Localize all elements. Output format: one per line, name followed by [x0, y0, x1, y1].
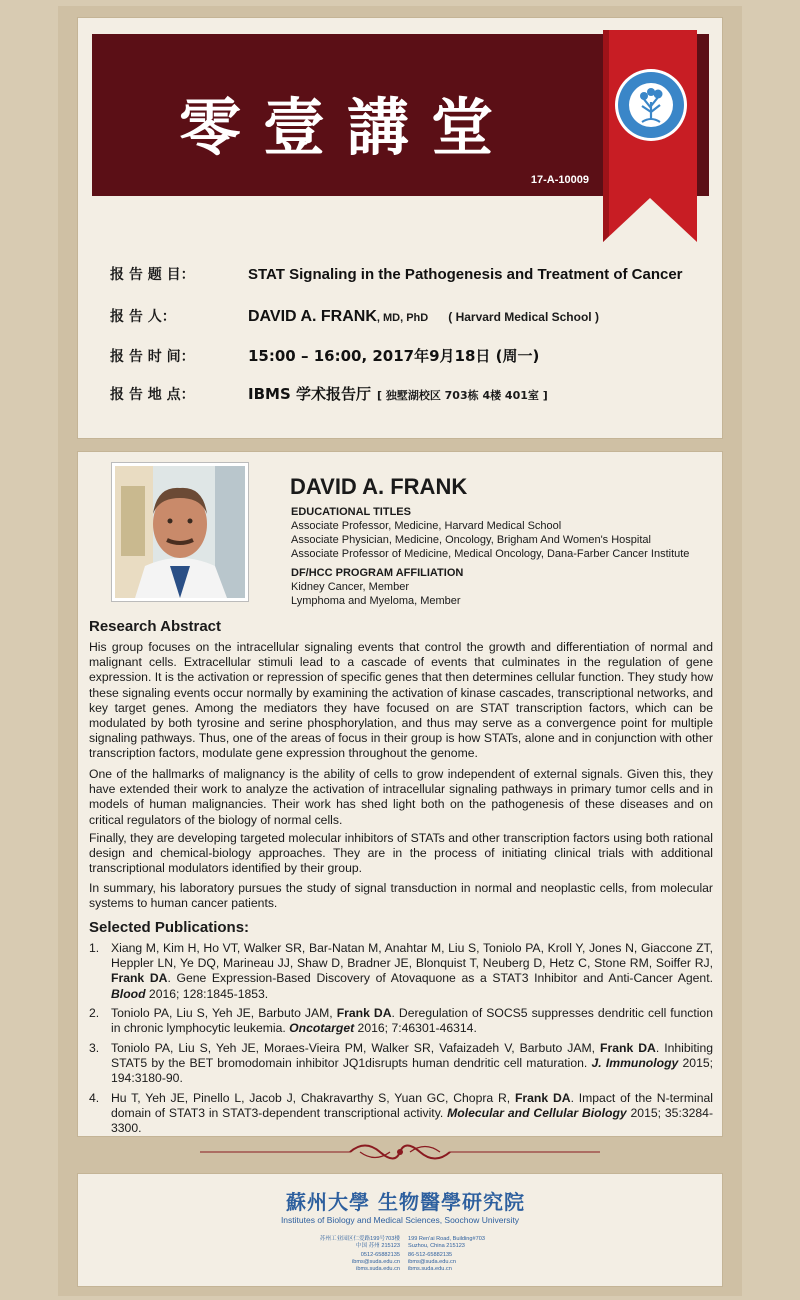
time-row	[110, 345, 710, 366]
institute-subtitle: Institutes of Biology and Medical Sciences, Soochow University	[280, 1215, 520, 1225]
edu-line: Associate Professor, Medicine, Harvard Medical School	[291, 520, 562, 532]
speaker-photo	[112, 463, 248, 601]
publication-item	[89, 1006, 713, 1036]
banner-title: 零壹講堂	[178, 91, 515, 164]
speaker-degree: , MD, PhD	[376, 312, 429, 324]
ornament-divider	[200, 1137, 600, 1167]
edu-line: Associate Physician, Medicine, Oncology, Brigham And Women's Hospital	[291, 534, 651, 546]
speaker-label: 报 告 人：	[110, 309, 176, 325]
lecture-code: 17-A-10009	[530, 174, 589, 186]
program-line: Lymphoma and Myeloma, Member	[291, 595, 461, 607]
publications-title: Selected Publications:	[89, 919, 250, 936]
publication-text: Xiang M, Kim H, Ho VT, Walker SR, Bar-Natan M, Anahtar M, Liu S, Toniolo PA, Kroll Y, Jones N, Giaccone ZT, Heppler LN, Ye DQ, Marineau JJ, Shaw D, Bradner JE, Blonquist T, Neuberg D, Hetz C, Stone RM, Soiffer RJ, Frank DA. Gene Expression-Based Discovery of Atovaquone as a STAT3 Inhibitor and Anti-Cancer Agent. Blood 2016; 128:1845-1853.	[111, 941, 713, 1001]
speaker-name: DAVID A. FRANK	[290, 474, 468, 499]
contact-en: 86-512-65882135 ibms@suda.edu.cn ibms.suda.edu.cn	[408, 1252, 456, 1272]
institute-seal-icon	[614, 68, 688, 142]
address-cn: 苏州工业园区仁爱路199号703楼 中国 苏州 215123	[319, 1236, 400, 1249]
publication-number: 2.	[89, 1006, 100, 1020]
topic-label: 报 告 题 目：	[110, 267, 195, 283]
place-value: IBMS 学术报告厅	[248, 385, 371, 403]
abstract-title: Research Abstract	[89, 618, 222, 635]
topic-row	[110, 264, 710, 284]
time-value: 15:00 – 16:00, 2017年9月18日 (周一)	[248, 347, 540, 365]
publication-number: 3.	[89, 1041, 100, 1055]
abstract-paragraph: His group focuses on the intracellular signaling events that control the growth and differentiation of normal and malignant cells. Extracellular stimuli lead to a cascade of events that culminates in the regulation of gene expression. It is the activation or repression of specific genes that then determines cellular function. They study how these signaling events occur normally by examining the activation of kinase cascades, transcriptional networks, and key target genes. Among the mediators they have focused on are STAT transcription factors, which can be modulated by both tyrosine and serine phosphorylation, and thus may serve as a convergence point for multiple signaling pathways. Thus, one of the areas of focus in their group is how STATs, alone and in conjunction with other transcription factors, modulate gene expression throughout the genome.	[89, 640, 713, 761]
publication-item	[89, 1091, 713, 1137]
speaker-row	[110, 306, 710, 326]
place-row	[110, 383, 710, 404]
speaker-affiliation: ( Harvard Medical School )	[448, 310, 599, 324]
place-note: [ 独墅湖校区 703栋 4楼 401室 ]	[376, 389, 548, 402]
publication-text: Hu T, Yeh JE, Pinello L, Jacob J, Chakravarthy S, Yuan GC, Chopra R, Frank DA. Impact of the N-terminal domain of STAT3 in STAT3-dependent transcriptional activity. Molecular and Cellular Biology 2015; 35:3284-3300.	[111, 1091, 714, 1136]
place-label: 报 告 地 点：	[110, 387, 195, 403]
address-en: 199 Ren'ai Road, Building#703 Suzhou, China 215123	[408, 1236, 485, 1249]
publication-number: 4.	[89, 1091, 100, 1105]
publication-number: 1.	[89, 941, 100, 955]
program-heading: DF/HCC PROGRAM AFFILIATION	[291, 567, 464, 579]
edu-line: Associate Professor of Medicine, Medical Oncology, Dana-Farber Cancer Institute	[291, 548, 690, 560]
program-line: Kidney Cancer, Member	[291, 581, 409, 593]
publication-item	[89, 1041, 713, 1087]
edu-heading: EDUCATIONAL TITLES	[291, 506, 411, 518]
abstract-paragraph: Finally, they are developing targeted molecular inhibitors of STATs and other transcription factors using both rational design and chemical-biology approaches. They are in the process of initiating clinical trials with additional transcriptional modulators identified by their group.	[89, 831, 713, 876]
publication-item	[89, 941, 713, 1002]
topic-value: STAT Signaling in the Pathogenesis and Treatment of Cancer	[248, 266, 683, 283]
speaker-value: DAVID A. FRANK	[248, 308, 377, 325]
publication-text: Toniolo PA, Liu S, Yeh JE, Moraes-Vieira PM, Walker SR, Vafaizadeh V, Barbuto JAM, Frank DA. Inhibiting STAT5 by the BET bromodomain inhibitor JQ1disrupts human dendritic cell maturation. J. Immunology 2015; 194:3180-90.	[111, 1041, 714, 1086]
abstract-paragraph: One of the hallmarks of malignancy is the ability of cells to grow independent of external signals. Given this, they have extended their work to analyze the activation of intracellular signaling pathways in primary tumor cells and in models of human malignancies. Their work has shed light both on the pathogenesis of these diseases and on critical regulators of the biology of normal cells.	[89, 767, 713, 827]
abstract-paragraph: In summary, his laboratory pursues the study of signal transduction in normal and neoplastic cells, from molecular systems to human cancer patients.	[89, 881, 713, 911]
contact-cn: 0512-65882135 ibms@suda.edu.cn ibms.suda.edu.cn	[352, 1252, 400, 1272]
publication-text: Toniolo PA, Liu S, Yeh JE, Barbuto JAM, Frank DA. Deregulation of SOCS5 suppresses dendritic cell function in chronic lymphocytic leukemia. Oncotarget 2016; 7:46301-46314.	[111, 1006, 713, 1036]
time-label: 报 告 时 间：	[110, 349, 195, 365]
institute-logo: 蘇州大學 生物醫學研究院	[286, 1190, 525, 1214]
